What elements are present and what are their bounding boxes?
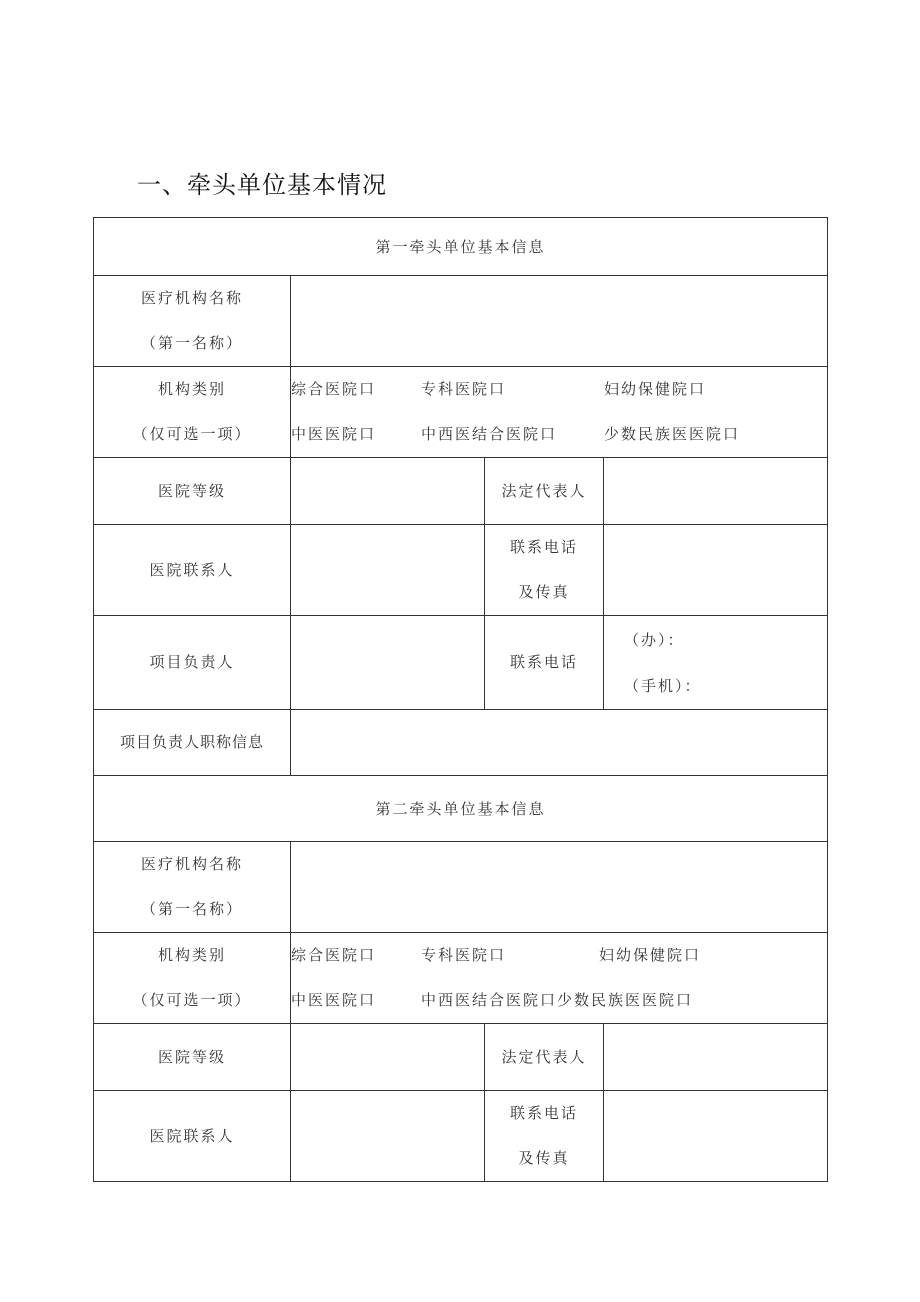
phone-mobile-label: （手机）： <box>624 676 702 695</box>
lead1-org-name-label: 医疗机构名称 （第一名称） <box>94 276 291 367</box>
lead1-category-label: 机构类别 （仅可选一项） <box>94 367 291 458</box>
lead2-hospital-level-label: 医院等级 <box>94 1024 291 1091</box>
lead1-phone-fax-field[interactable] <box>604 525 828 616</box>
option-integrated-tcm-western-hospital[interactable]: 中西医结合医院口 <box>421 425 558 443</box>
lead2-phone-fax-label: 联系电话 及传真 <box>485 1091 604 1182</box>
lead1-legal-rep-field[interactable] <box>604 458 828 525</box>
lead1-project-lead-field[interactable] <box>291 616 485 710</box>
option-tcm-hospital[interactable]: 中医医院口 <box>291 991 377 1009</box>
lead1-hospital-level-label: 医院等级 <box>94 458 291 525</box>
lead1-section-title: 第一牵头单位基本信息 <box>94 218 828 276</box>
option-maternal-child-hospital[interactable]: 妇幼保健院口 <box>599 946 702 964</box>
page-heading: 一、牵头单位基本情况 <box>137 171 387 199</box>
lead2-contact-field[interactable] <box>291 1091 485 1182</box>
option-specialty-hospital[interactable]: 专科医院口 <box>421 946 507 964</box>
lead1-legal-rep-label: 法定代表人 <box>485 458 604 525</box>
lead-units-form <box>93 217 828 1182</box>
lead2-legal-rep-label: 法定代表人 <box>485 1024 604 1091</box>
option-specialty-hospital[interactable]: 专科医院口 <box>421 380 507 398</box>
option-general-hospital[interactable]: 综合医院口 <box>291 946 377 964</box>
option-general-hospital[interactable]: 综合医院口 <box>291 380 377 398</box>
lead2-section-title: 第二牵头单位基本信息 <box>94 776 828 842</box>
lead1-org-name-field[interactable] <box>291 276 828 367</box>
option-ethnic-medicine-hospital[interactable]: 少数民族医医院口 <box>604 425 741 443</box>
lead1-phone-fax-label: 联系电话 及传真 <box>485 525 604 616</box>
lead2-category-options <box>291 933 828 1024</box>
lead1-phone-label: 联系电话 <box>485 616 604 710</box>
lead1-category-options <box>291 367 828 458</box>
lead1-hospital-level-field[interactable] <box>291 458 485 525</box>
lead2-legal-rep-field[interactable] <box>604 1024 828 1091</box>
lead1-contact-label: 医院联系人 <box>94 525 291 616</box>
phone-office-label: （办）： <box>624 630 685 649</box>
lead2-contact-label: 医院联系人 <box>94 1091 291 1182</box>
lead2-phone-fax-field[interactable] <box>604 1091 828 1182</box>
lead2-hospital-level-field[interactable] <box>291 1024 485 1091</box>
lead1-phone-field[interactable] <box>604 616 828 710</box>
lead2-org-name-label: 医疗机构名称 （第一名称） <box>94 842 291 933</box>
option-integrated-and-ethnic-hospital[interactable]: 中西医结合医院口少数民族医医院口 <box>421 991 694 1009</box>
lead1-project-lead-label: 项目负责人 <box>94 616 291 710</box>
option-tcm-hospital[interactable]: 中医医院口 <box>291 425 377 443</box>
lead1-lead-title-label: 项目负责人职称信息 <box>94 710 291 776</box>
option-maternal-child-hospital[interactable]: 妇幼保健院口 <box>604 380 707 398</box>
lead2-org-name-field[interactable] <box>291 842 828 933</box>
lead2-category-label: 机构类别 （仅可选一项） <box>94 933 291 1024</box>
lead1-lead-title-field[interactable] <box>291 710 828 776</box>
lead1-contact-field[interactable] <box>291 525 485 616</box>
